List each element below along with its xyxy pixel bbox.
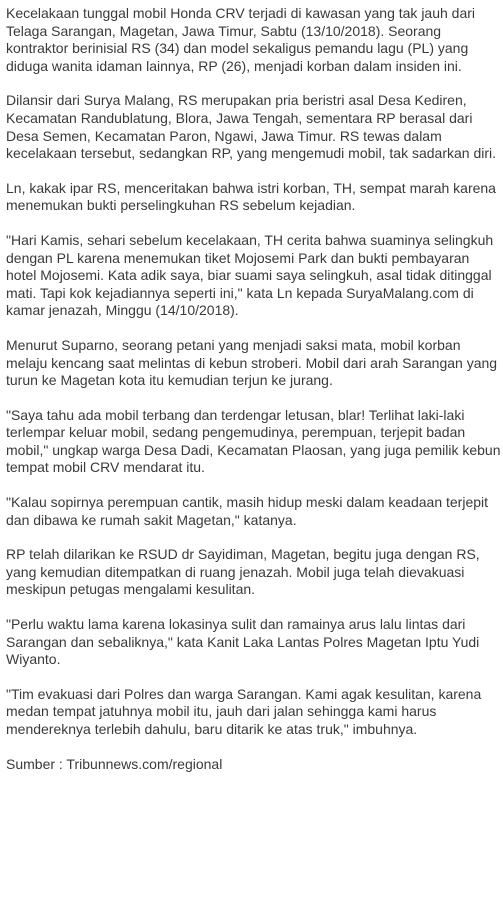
paragraph-witness [6, 337, 503, 390]
paragraph-quote-ln [6, 232, 503, 320]
paragraph-hospital [6, 546, 503, 599]
text-line: Desa Semen, Kecamatan Paron, Ngawi, Jawa Timur. RS tewas dalam [6, 127, 442, 144]
paragraph-quote-witness [6, 407, 503, 477]
paragraph-quote-evacuation [6, 686, 503, 739]
article-body [6, 5, 503, 790]
text-line: mendereknya terlebih dahulu, baru ditarik ke atas truk," imbuhnya. [6, 721, 418, 737]
paragraph-source-credit [6, 756, 503, 774]
text-line: medan tempat jatuhnya mobil itu, jauh dari jalan sehingga kami harus [6, 703, 437, 720]
text-line: terlempar keluar mobil, sedang pengemudinya, perempuan, terjepit badan [6, 424, 466, 441]
text-line: kamar jenazah, Minggu (14/10/2018). [6, 302, 239, 319]
text-line: kecelakaan tersebut, sedangkan RP, yang mengemudi mobil, tak sadarkan diri. [6, 145, 497, 162]
paragraph-family-statement [6, 180, 503, 215]
text-line: Wiyanto. [6, 651, 61, 668]
text-line: Menurut Suparno, seorang petani yang menjadi saksi mata, mobil korban [6, 336, 461, 353]
text-line: melaju kencang saat melintas di kebun stroberi. Mobil dari arah Sarangan yang [6, 354, 498, 371]
text-line: RP telah dilarikan ke RSUD dr Sayidiman, Magetan, begitu juga dengan RS, [6, 546, 480, 563]
text-line: "Saya tahu ada mobil terbang dan terdengar letusan, blar! Terlihat laki-laki [6, 406, 465, 423]
text-line: diduga wanita idaman lainnya, RP (26), menjadi korban dalam insiden ini. [6, 57, 462, 74]
paragraph-intro [6, 5, 503, 75]
text-line: kontraktor berinisial RS (34) dan model sekaligus pemandu lagu (PL) yang [6, 40, 469, 57]
text-line: turun ke Magetan kota itu kemudian terjun ke jurang. [6, 372, 333, 389]
source-credit: Sumber : Tribunnews.com/regional [6, 755, 223, 772]
text-line: yang kemudian ditempatkan di ruang jenazah. Mobil juga telah dievakuasi [6, 563, 465, 580]
text-line: Kecamatan Randublatung, Blora, Jawa Tengah, sementara RP berasal dari [6, 109, 473, 126]
text-line: "Perlu waktu lama karena lokasinya sulit dan ramainya arus lalu lintas dari [6, 616, 466, 633]
paragraph-source-surya-malang [6, 92, 503, 162]
text-line: dan dibawa ke rumah sakit Magetan," katanya. [6, 511, 297, 528]
text-line: tempat mobil CRV mendarat itu. [6, 459, 205, 476]
text-line: Kecelakaan tunggal mobil Honda CRV terjadi di kawasan yang tak jauh dari [6, 5, 476, 21]
text-line: menemukan bukti perselingkuhan RS sebelum kejadian. [6, 197, 356, 214]
text-line: dengan PL karena menemukan tiket Mojosemi Park dan bukti pembayaran [6, 249, 470, 266]
text-line: Ln, kakak ipar RS, menceritakan bahwa istri korban, TH, sempat marah karena [6, 179, 496, 196]
text-line: Telaga Sarangan, Magetan, Jawa Timur, Sabtu (13/10/2018). Seorang [6, 22, 442, 39]
text-line: "Tim evakuasi dari Polres dan warga Sarangan. Kami agak kesulitan, karena [6, 685, 482, 702]
text-line: Sarangan dan sebaliknya," kata Kanit Laka Lantas Polres Magetan Iptu Yudi [6, 633, 480, 650]
text-line: mati. Tapi kok kejadiannya seperti ini," kata Ln kepada SuryaMalang.com di [6, 284, 474, 301]
text-line: Dilansir dari Surya Malang, RS merupakan pria beristri asal Desa Kediren, [6, 92, 467, 109]
text-line: hotel Mojosemi. Kata adik saya, biar suami saya selingkuh, asal tidak ditinggal [6, 267, 492, 284]
paragraph-quote-driver [6, 494, 503, 529]
text-line: "Hari Kamis, sehari sebelum kecelakaan, TH cerita bahwa suaminya selingkuh [6, 231, 494, 248]
paragraph-quote-police [6, 616, 503, 669]
text-line: mobil," ungkap warga Desa Dadi, Kecamatan Plaosan, yang juga pemilik kebun [6, 441, 501, 458]
text-line: meskipun petugas mengalami kesulitan. [6, 581, 256, 598]
text-line: "Kalau sopirnya perempuan cantik, masih hidup meski dalam keadaan terjepit [6, 494, 489, 511]
